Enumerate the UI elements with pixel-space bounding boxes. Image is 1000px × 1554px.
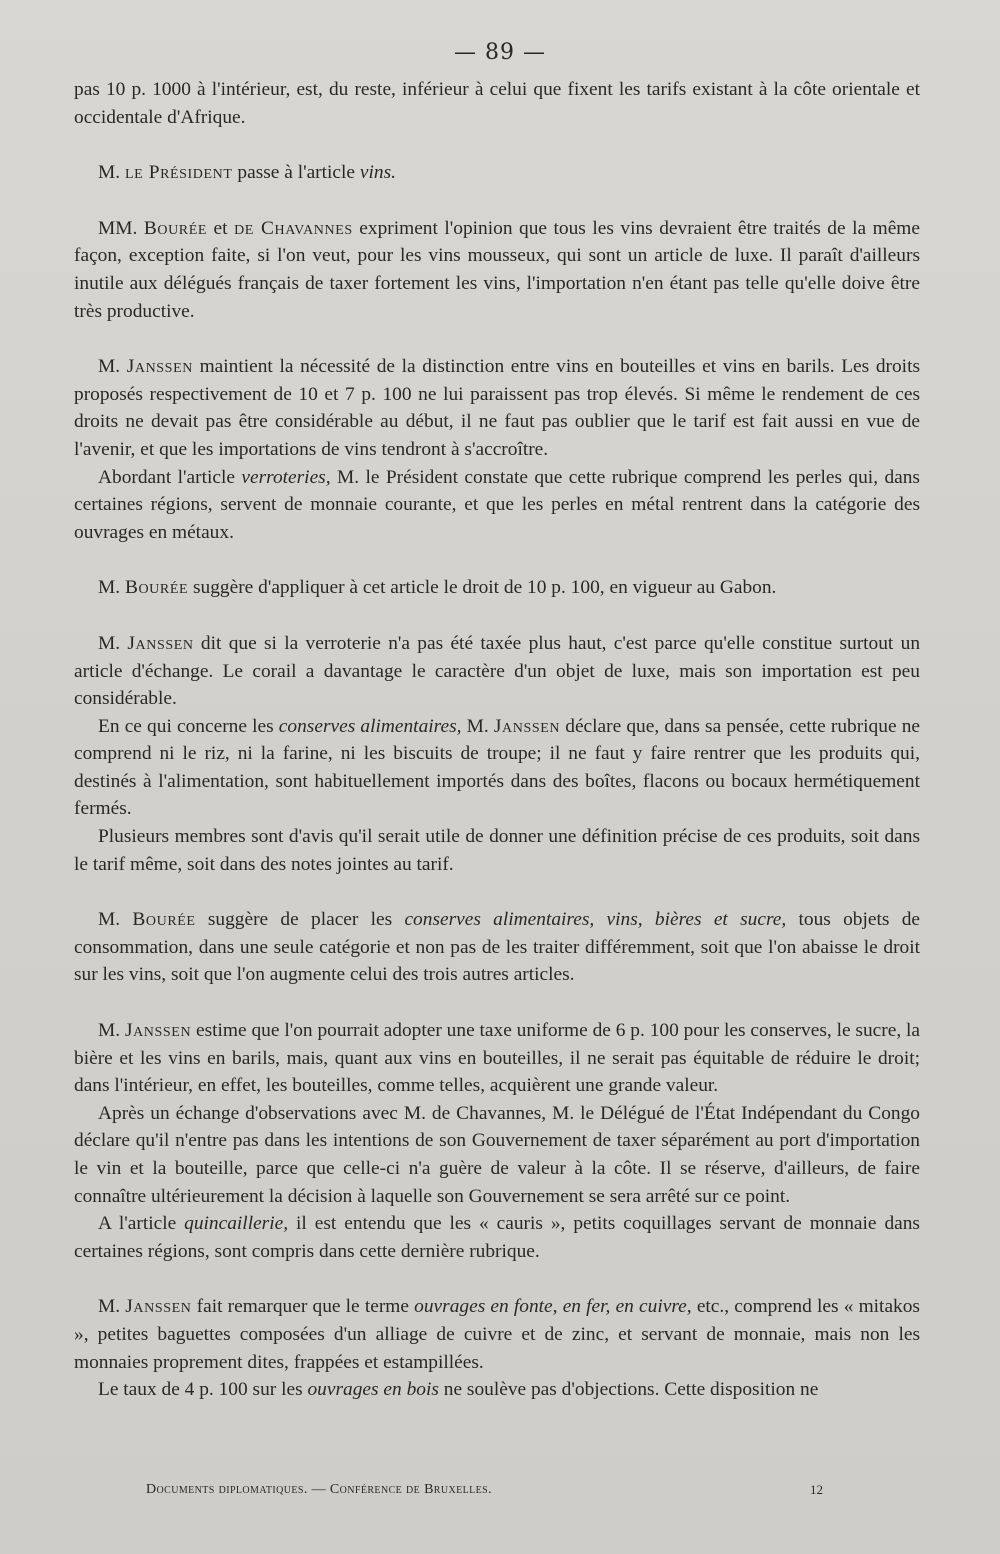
paragraph: Abordant l'article verroteries, M. le Président constate que cette rubrique comprend les perles qui, dans certaines régions, servent de monnaie courante, et que les perles en métal rentrent dans la catégorie des ouvrages en métaux. — [74, 466, 920, 543]
speaker-name: Janssen — [126, 356, 193, 378]
paragraph: M. Janssen dit que si la verroterie n'a pas été taxée plus haut, c'est parce qu'elle constitue surtout un article d'échange. Le corail a davantage le caractère d'un objet de luxe, mais son importation est peu considérable. — [74, 632, 921, 710]
paragraph: M. le Président passe à l'article vins. — [98, 162, 396, 184]
speaker-name: Janssen — [493, 715, 561, 737]
speaker-name: Janssen — [127, 632, 194, 654]
italic-term: conserves alimentaires, — [278, 715, 462, 737]
paragraph: M. Janssen estime que l'on pourrait adopter une taxe uniforme de 6 p. 100 pour les conserves, le sucre, la bière et les vins en barils, mais, quant aux vins en bouteilles, il ne serait pas équitable de réduire le droit; dans l'intérieur, en effet, les bouteilles, comme telles, acquièrent une grande valeur. — [74, 1020, 921, 1097]
speaker-name: Bourée — [143, 217, 208, 239]
paragraph: A l'article quincaillerie, il est entendu que les « cauris », petits coquillages servant de monnaie dans certaines régions, sont compris dans cette dernière rubrique. — [74, 1213, 920, 1262]
speaker-name: Bourée — [132, 909, 196, 931]
paragraph: M. Janssen maintient la nécessité de la distinction entre vins en bouteilles et vins en barils. Les droits proposés respectivement de 10 et 7 p. 100 ne lui paraissent pas trop élevés. Si même le rendement de ces droits ne devait pas être considérable au début, il ne faut pas oublier que le tarif est fait aussi en vue de l'avenir, et que les importations de vins tendront à s'accroître. — [74, 356, 921, 460]
italic-term: ouvrages en bois — [307, 1379, 439, 1401]
page-footer — [146, 1482, 846, 1498]
italic-term: quincaillerie, — [184, 1213, 289, 1235]
footer-publication: Documents diplomatiques. — Conférence de Bruxelles. — [146, 1482, 493, 1497]
speaker-name: Bourée — [124, 577, 189, 599]
paragraph: En ce qui concerne les conserves alimentaires, M. Janssen déclare que, dans sa pensée, cette rubrique ne comprend ni le riz, ni la farine, ni les biscuits de troupe; il ne faut y faire rentrer que les produits qui, destinés à l'alimentation, sont habituellement importés dans des boîtes, flacons ou bocaux hermétiquement fermés. — [74, 715, 921, 820]
paragraph: M. Bourée suggère d'appliquer à cet article le droit de 10 p. 100, en vigueur au Gabon. — [98, 577, 777, 599]
paragraph: M. Janssen fait remarquer que le terme ouvrages en fonte, en fer, en cuivre, etc., comprend les « mitakos », petites baguettes composées d'un alliage de cuivre et de zinc, et servant de monnaie, mais non les monnaies proprement dites, frappées et estampillées. — [74, 1296, 920, 1373]
page-number: — 89 — — [454, 40, 546, 65]
speaker-name: Janssen — [124, 1020, 192, 1042]
italic-term: verroteries, — [241, 466, 331, 488]
body-text — [74, 76, 920, 1404]
paragraph: MM. Bourée et de Chavannes expriment l'opinion que tous les vins devraient être traités de la même façon, exception faite, si l'on veut, pour les vins mousseux, qui sont un article de luxe. Il paraît d'ailleurs inutile aux délégués français de taxer fortement les vins, l'importation n'en étant pas telle qu'elle doive être très productive. — [74, 217, 920, 322]
speaker-name: le Président — [124, 162, 233, 184]
italic-term: ouvrages en fonte, en fer, en cuivre, — [414, 1296, 692, 1318]
paragraph: Plusieurs membres sont d'avis qu'il serait utile de donner une définition précise de ces produits, soit dans le tarif même, soit dans des notes jointes au tarif. — [74, 826, 920, 875]
paragraph: Après un échange d'observations avec M. de Chavannes, M. le Délégué de l'État Indépendant du Congo déclare qu'il n'entre pas dans les intentions de son Gouvernement de taxer séparément au port d'importation le vin et la bouteille, parce que celle-ci n'a guère de valeur à la côte. Il se réserve, d'ailleurs, de faire connaître ultérieurement la décision à laquelle son Gouvernement se sera arrêté sur ce point. — [74, 1102, 920, 1207]
paragraph: pas 10 p. 1000 à l'intérieur, est, du reste, inférieur à celui que fixent les tarifs existant à la côte orientale et occidentale d'Afrique. — [74, 79, 920, 128]
paragraph: M. Bourée suggère de placer les conserves alimentaires, vins, bières et sucre, tous objets de consommation, dans une seule catégorie et non pas de les traiter différemment, soit que l'on abaisse le droit sur les vins, soit que l'on augmente celui des trois autres articles. — [74, 909, 921, 986]
italic-term: vins. — [359, 162, 396, 184]
paragraph: Le taux de 4 p. 100 sur les ouvrages en bois ne soulève pas d'objections. Cette disposition ne — [98, 1379, 819, 1401]
footer-signature-mark: 12 — [810, 1482, 823, 1497]
italic-term: conserves alimentaires, vins, bières et sucre, — [404, 909, 787, 931]
speaker-name: de Chavannes — [234, 217, 353, 239]
speaker-name: Janssen — [125, 1296, 192, 1318]
